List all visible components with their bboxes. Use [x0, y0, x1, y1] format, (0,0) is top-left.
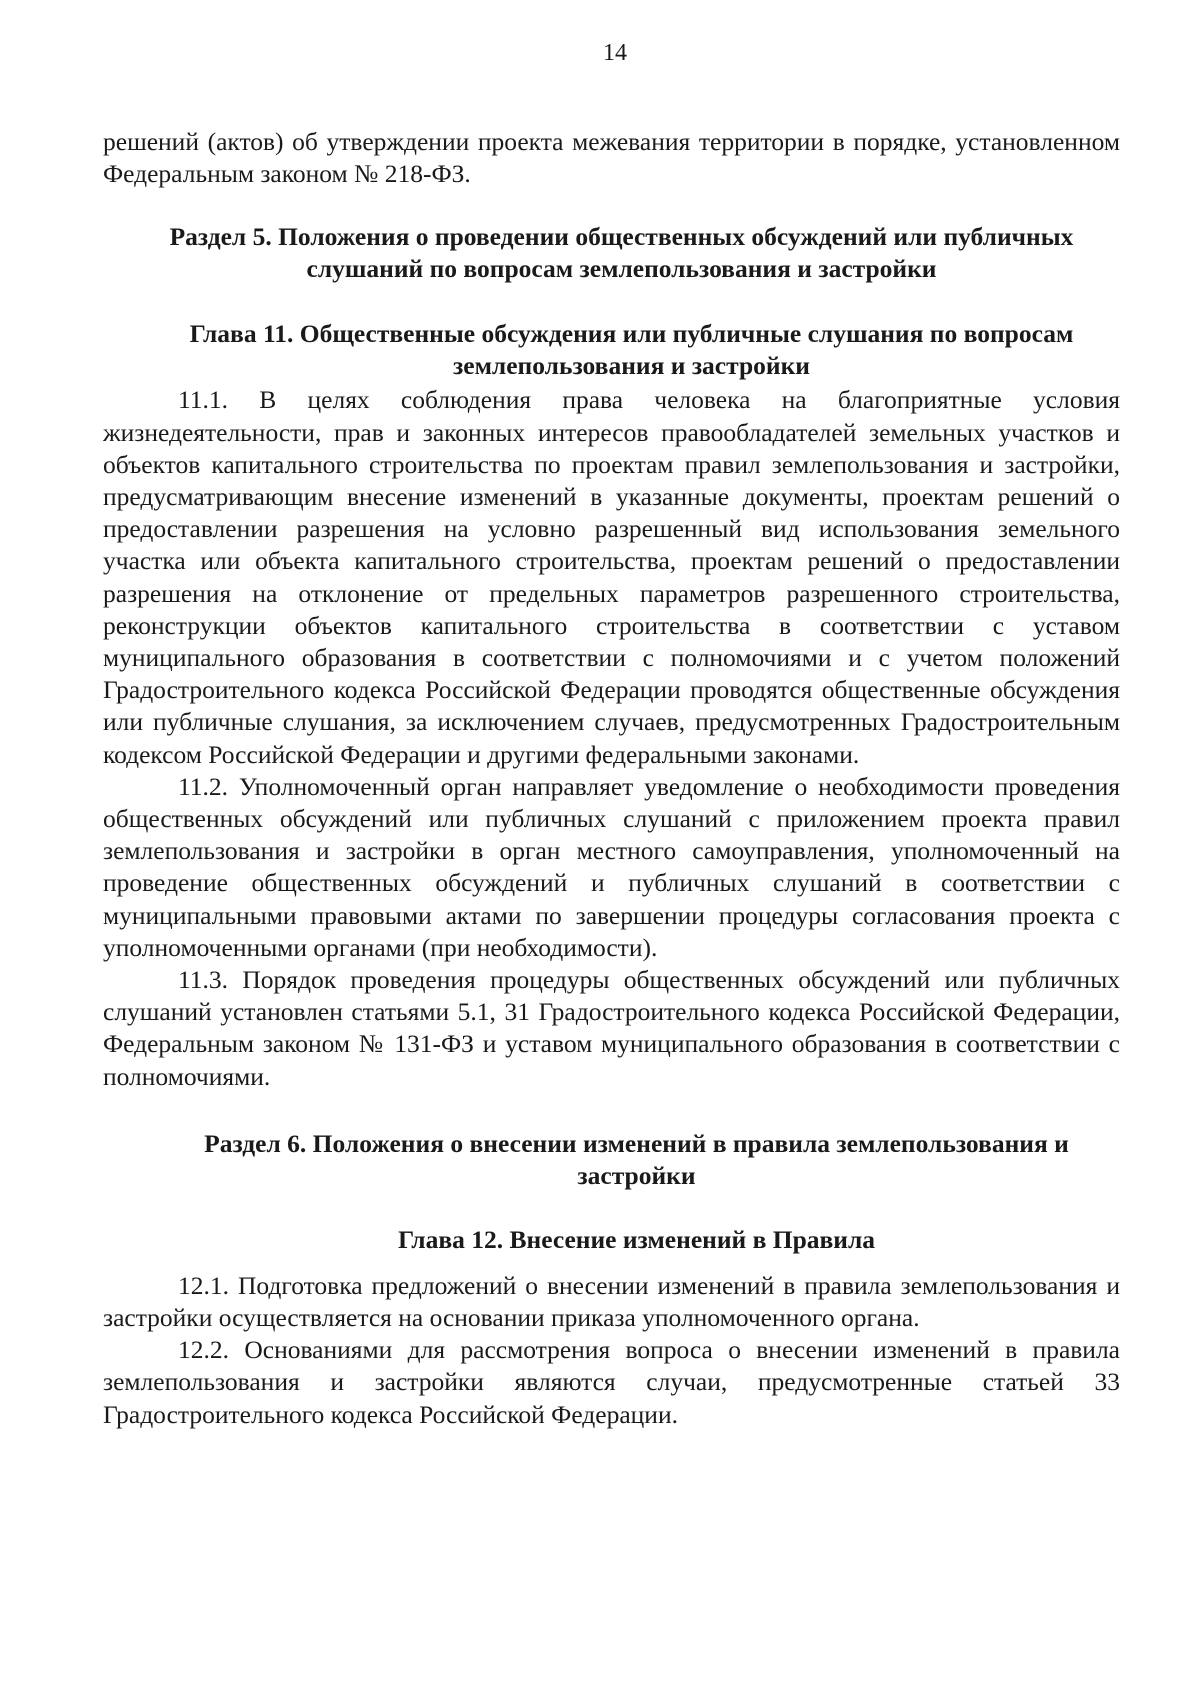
page-number: 14	[603, 40, 627, 66]
page-content	[103, 126, 1120, 1431]
paragraph-11-3: 11.3. Порядок проведения процедуры общественных обсуждений или публичных слушаний установлен статьями 5.1, 31 Градостроительного кодекса Российской Федерации, Федеральным законом № 131-ФЗ и уставом муниципального образования в соответствии с полномочиями.	[103, 965, 1120, 1091]
paragraph-12-2: 12.2. Основаниями для рассмотрения вопроса о внесении изменений в правила землепользования и застройки являются случаи, предусмотренные статьей 33 Градостроительного кодекса Российской Федерации.	[103, 1335, 1120, 1429]
paragraph-12-1: 12.1. Подготовка предложений о внесении изменений в правила землепользования и застройки осуществляется на основании приказа уполномоченного органа.	[103, 1270, 1120, 1333]
paragraph-11-2: 11.2. Уполномоченный орган направляет уведомление о необходимости проведения общественных обсуждений или публичных слушаний с приложением проекта правил землепользования и застройки в орган местного самоуправления, уполномоченный на проведение общественных обсуждений и публичных слушаний в соответствии с муниципальными правовыми актами по завершении процедуры согласования проекта с уполномоченными органами (при необходимости).	[103, 771, 1120, 962]
section-6-title: Раздел 6. Положения о внесении изменений в правила землепользования и застройки	[204, 1128, 1069, 1190]
chapter-11-title: Глава 11. Общественные обсуждения или публичные слушания по вопросам землепользования и застройки	[189, 319, 1074, 381]
chapter-12-title: Глава 12. Внесение изменений в Правила	[397, 1224, 876, 1254]
intro-paragraph: решений (актов) об утверждении проекта межевания территории в порядке, установленном Федеральным законом № 218-ФЗ.	[103, 127, 1120, 189]
section-5-title: Раздел 5. Положения о проведении общественных обсуждений или публичных слушаний по вопросам землепользования и застройки	[169, 222, 1074, 284]
paragraph-11-1: 11.1. В целях соблюдения права человека на благоприятные условия жизнедеятельности, прав и законных интересов правообладателей земельных участков и объектов капитального строительства по проектам правил землепользования и застройки, предусматривающим внесение изменений в указанные документы, проектам решений о предоставлении разрешения на условно разрешенный вид использования земельного участка или объекта капитального строительства, проектам решений о предоставлении разрешения на отклонение от предельных параметров разрешенного строительства, реконструкции объектов капитального строительства в соответствии с уставом муниципального образования в соответствии с полномочиями и с учетом положений Градостроительного кодекса Российской Федерации проводятся общественные обсуждения или публичные слушания, за исключением случаев, предусмотренных Градостроительным кодексом Российской Федерации и другими федеральными законами.	[103, 385, 1120, 769]
